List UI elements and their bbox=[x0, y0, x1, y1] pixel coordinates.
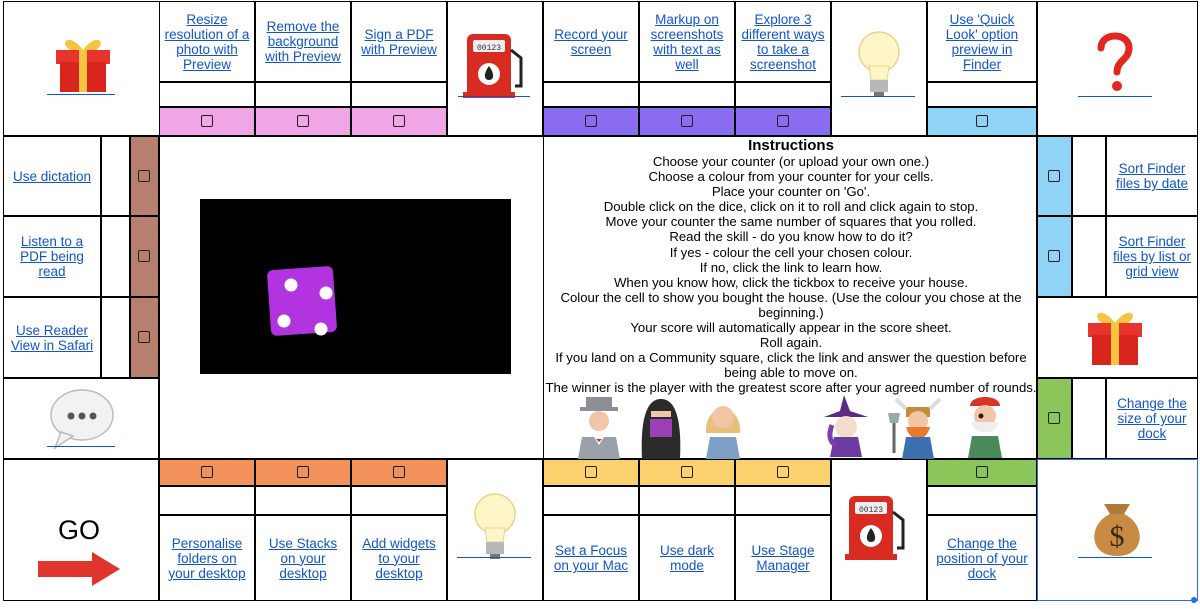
money-bag-icon bbox=[1082, 490, 1152, 565]
house-color-bar bbox=[1037, 136, 1072, 216]
question-mark-icon bbox=[1095, 30, 1135, 99]
house-checkbox[interactable] bbox=[681, 466, 693, 478]
skill-cell-stacks[interactable] bbox=[255, 515, 351, 601]
link-underline bbox=[1078, 557, 1152, 558]
instruction-line: Place your counter on 'Go'. bbox=[711, 184, 871, 200]
instruction-line: Your score will automatically appear in the score sheet. bbox=[630, 320, 952, 336]
resize-handle[interactable] bbox=[1191, 597, 1197, 603]
skill-link[interactable]: Sign a PDF with Preview bbox=[361, 26, 437, 57]
svg-text:00123: 00123 bbox=[858, 506, 884, 515]
skill-link[interactable]: Sort Finder files by list or grid view bbox=[1112, 234, 1192, 279]
score-cell bbox=[159, 486, 255, 515]
instruction-line: Choose a colour from your counter for your cells. bbox=[648, 169, 934, 185]
skill-link[interactable]: Add widgets to your desktop bbox=[362, 535, 436, 581]
score-cell bbox=[735, 486, 831, 515]
skill-link[interactable]: Markup on screenshots with text as well bbox=[650, 11, 724, 72]
skill-link[interactable]: Use Reader View in Safari bbox=[10, 322, 94, 353]
score-cell bbox=[543, 486, 639, 515]
house-color-bar bbox=[639, 459, 735, 486]
house-checkbox[interactable] bbox=[976, 115, 988, 127]
link-underline bbox=[47, 94, 115, 95]
skill-link[interactable]: Listen to a PDF being read bbox=[20, 234, 84, 279]
skill-cell-record-screen[interactable] bbox=[543, 1, 639, 82]
counter-viking-icon[interactable] bbox=[886, 393, 950, 464]
skill-cell-quick-look[interactable] bbox=[927, 1, 1037, 82]
score-cell bbox=[1072, 216, 1106, 297]
house-checkbox[interactable] bbox=[138, 250, 150, 262]
skill-link[interactable]: Use dictation bbox=[12, 168, 92, 184]
svg-text:00123: 00123 bbox=[476, 44, 502, 53]
link-underline bbox=[458, 96, 530, 97]
fuel-pump-icon bbox=[845, 492, 911, 567]
house-color-bar bbox=[543, 459, 639, 486]
score-cell bbox=[101, 216, 130, 297]
score-cell bbox=[927, 82, 1037, 107]
score-cell bbox=[159, 82, 255, 107]
instruction-line: Colour the cell to show you bought the house. (Use the colour you chose at the beginning.) bbox=[560, 289, 1022, 320]
skill-cell-sign-pdf[interactable] bbox=[351, 1, 447, 82]
house-color-bar bbox=[351, 107, 447, 136]
house-color-bar bbox=[735, 107, 831, 136]
skill-link[interactable]: Remove the background with Preview bbox=[265, 19, 341, 64]
gift-icon bbox=[50, 30, 116, 101]
instruction-line: When you know how, click the tickbox to receive your house. bbox=[613, 274, 969, 290]
score-cell bbox=[1072, 136, 1106, 216]
score-cell bbox=[543, 82, 639, 107]
fuel-pump-icon bbox=[463, 30, 529, 105]
skill-link[interactable]: Change the position of your dock bbox=[936, 535, 1028, 581]
house-color-bar bbox=[735, 459, 831, 486]
skill-link[interactable]: Change the size of your dock bbox=[1117, 396, 1187, 441]
house-color-bar bbox=[927, 107, 1037, 136]
instruction-line: Roll again. bbox=[759, 335, 823, 351]
house-checkbox[interactable] bbox=[393, 466, 405, 478]
skill-link[interactable]: Use Stage Manager bbox=[751, 543, 815, 573]
score-cell bbox=[735, 82, 831, 107]
instruction-line: If no, click the link to learn how. bbox=[699, 259, 883, 275]
house-checkbox[interactable] bbox=[1048, 412, 1060, 424]
counter-hijab-icon[interactable] bbox=[634, 395, 688, 464]
house-color-bar bbox=[130, 297, 159, 378]
score-cell bbox=[101, 297, 130, 378]
skill-cell-dictation[interactable] bbox=[3, 136, 101, 216]
skill-link[interactable]: Use 'Quick Look' option preview in Finder bbox=[945, 11, 1019, 72]
skill-cell-sort-list-grid[interactable] bbox=[1106, 216, 1198, 297]
light-bulb-icon bbox=[854, 28, 904, 105]
instruction-line: Move your counter the same number of squares that you rolled. bbox=[605, 214, 977, 230]
skill-cell-sort-by-date[interactable] bbox=[1106, 136, 1198, 216]
skill-cell-reader-view[interactable] bbox=[3, 297, 101, 378]
house-color-bar bbox=[927, 459, 1037, 486]
house-color-bar bbox=[255, 459, 351, 486]
skill-cell-personalise-folders[interactable] bbox=[159, 515, 255, 601]
link-underline bbox=[47, 446, 115, 447]
score-cell bbox=[351, 486, 447, 515]
skill-cell-screenshot-ways[interactable] bbox=[735, 1, 831, 82]
house-color-bar bbox=[543, 107, 639, 136]
skill-cell-widgets[interactable] bbox=[351, 515, 447, 601]
house-color-bar bbox=[255, 107, 351, 136]
house-checkbox[interactable] bbox=[138, 331, 150, 343]
house-checkbox[interactable] bbox=[297, 115, 309, 127]
skill-link[interactable]: Sort Finder files by date bbox=[1115, 161, 1189, 191]
score-cell bbox=[255, 82, 351, 107]
skill-link[interactable]: Resize resolution of a photo with Preview bbox=[164, 11, 250, 72]
skill-link[interactable]: Record your screen bbox=[554, 26, 628, 57]
skill-link[interactable]: Personalise folders on your desktop bbox=[168, 535, 246, 581]
house-checkbox[interactable] bbox=[681, 115, 693, 127]
skill-cell-listen-pdf[interactable] bbox=[3, 216, 101, 297]
link-underline bbox=[1078, 96, 1152, 97]
skill-cell-remove-background[interactable] bbox=[255, 1, 351, 82]
skill-cell-markup-screenshots[interactable] bbox=[639, 1, 735, 82]
house-color-bar bbox=[130, 216, 159, 297]
house-color-bar bbox=[159, 459, 255, 486]
skill-cell-stage-manager[interactable] bbox=[735, 515, 831, 601]
counter-witch-icon[interactable] bbox=[820, 395, 872, 462]
skill-cell-dock-size[interactable] bbox=[1106, 378, 1198, 459]
skill-cell-focus[interactable] bbox=[543, 515, 639, 601]
link-underline bbox=[457, 557, 531, 558]
counter-gentleman-icon[interactable] bbox=[572, 395, 626, 464]
instruction-line: If you land on a Community square, click the link and answer the question before being able to move on. bbox=[555, 350, 1027, 381]
house-checkbox[interactable] bbox=[585, 466, 597, 478]
house-checkbox[interactable] bbox=[297, 466, 309, 478]
score-cell bbox=[1072, 378, 1106, 459]
skill-cell-resize-photo[interactable] bbox=[159, 1, 255, 82]
dice-icon[interactable] bbox=[200, 199, 511, 374]
house-checkbox[interactable] bbox=[777, 115, 789, 127]
counter-girl-icon[interactable] bbox=[698, 393, 748, 464]
skill-link[interactable]: Explore 3 different ways to take a screenshot bbox=[741, 11, 825, 72]
house-color-bar bbox=[130, 136, 159, 216]
house-checkbox[interactable] bbox=[393, 115, 405, 127]
right-arrow-icon bbox=[36, 550, 122, 593]
counter-pirate-icon[interactable] bbox=[960, 392, 1010, 463]
house-checkbox[interactable] bbox=[976, 466, 988, 478]
instructions-panel bbox=[545, 138, 1037, 396]
score-cell bbox=[351, 82, 447, 107]
go-label: GO bbox=[58, 515, 101, 545]
score-cell bbox=[639, 486, 735, 515]
house-checkbox[interactable] bbox=[585, 115, 597, 127]
skill-cell-dark-mode[interactable] bbox=[639, 515, 735, 601]
house-checkbox[interactable] bbox=[138, 170, 150, 182]
house-checkbox[interactable] bbox=[201, 466, 213, 478]
instruction-line: Choose your counter (or upload your own one.) bbox=[652, 154, 930, 169]
gift-icon bbox=[1082, 303, 1148, 374]
house-color-bar bbox=[1037, 378, 1072, 459]
instruction-line: Read the skill - do you know how to do it? bbox=[669, 229, 913, 245]
instruction-line: If yes - colour the cell your chosen colour. bbox=[669, 244, 913, 260]
house-checkbox[interactable] bbox=[201, 115, 213, 127]
score-cell bbox=[255, 486, 351, 515]
light-bulb-icon bbox=[470, 490, 520, 567]
house-checkbox[interactable] bbox=[1048, 250, 1060, 262]
house-color-bar bbox=[159, 107, 255, 136]
skill-link[interactable]: Use Stacks on your desktop bbox=[268, 535, 338, 581]
score-cell bbox=[101, 136, 130, 216]
score-cell bbox=[639, 82, 735, 107]
skill-link[interactable]: Use dark mode bbox=[659, 543, 715, 573]
skill-link[interactable]: Set a Focus on your Mac bbox=[553, 543, 629, 573]
house-checkbox[interactable] bbox=[1048, 170, 1060, 182]
score-cell bbox=[927, 486, 1037, 515]
instructions-title: Instructions bbox=[748, 137, 834, 154]
house-checkbox[interactable] bbox=[777, 466, 789, 478]
skill-cell-dock-position[interactable] bbox=[927, 515, 1037, 601]
instruction-line: The winner is the player with the greatest score after your agreed number of rounds. bbox=[545, 380, 1037, 396]
svg-text:$: $ bbox=[1109, 520, 1125, 553]
house-color-bar bbox=[639, 107, 735, 136]
house-color-bar bbox=[351, 459, 447, 486]
link-underline bbox=[841, 96, 915, 97]
dice-roller[interactable] bbox=[200, 199, 511, 374]
house-color-bar bbox=[1037, 216, 1072, 297]
instruction-line: Double click on the dice, click on it to roll and click again to stop. bbox=[603, 199, 979, 215]
